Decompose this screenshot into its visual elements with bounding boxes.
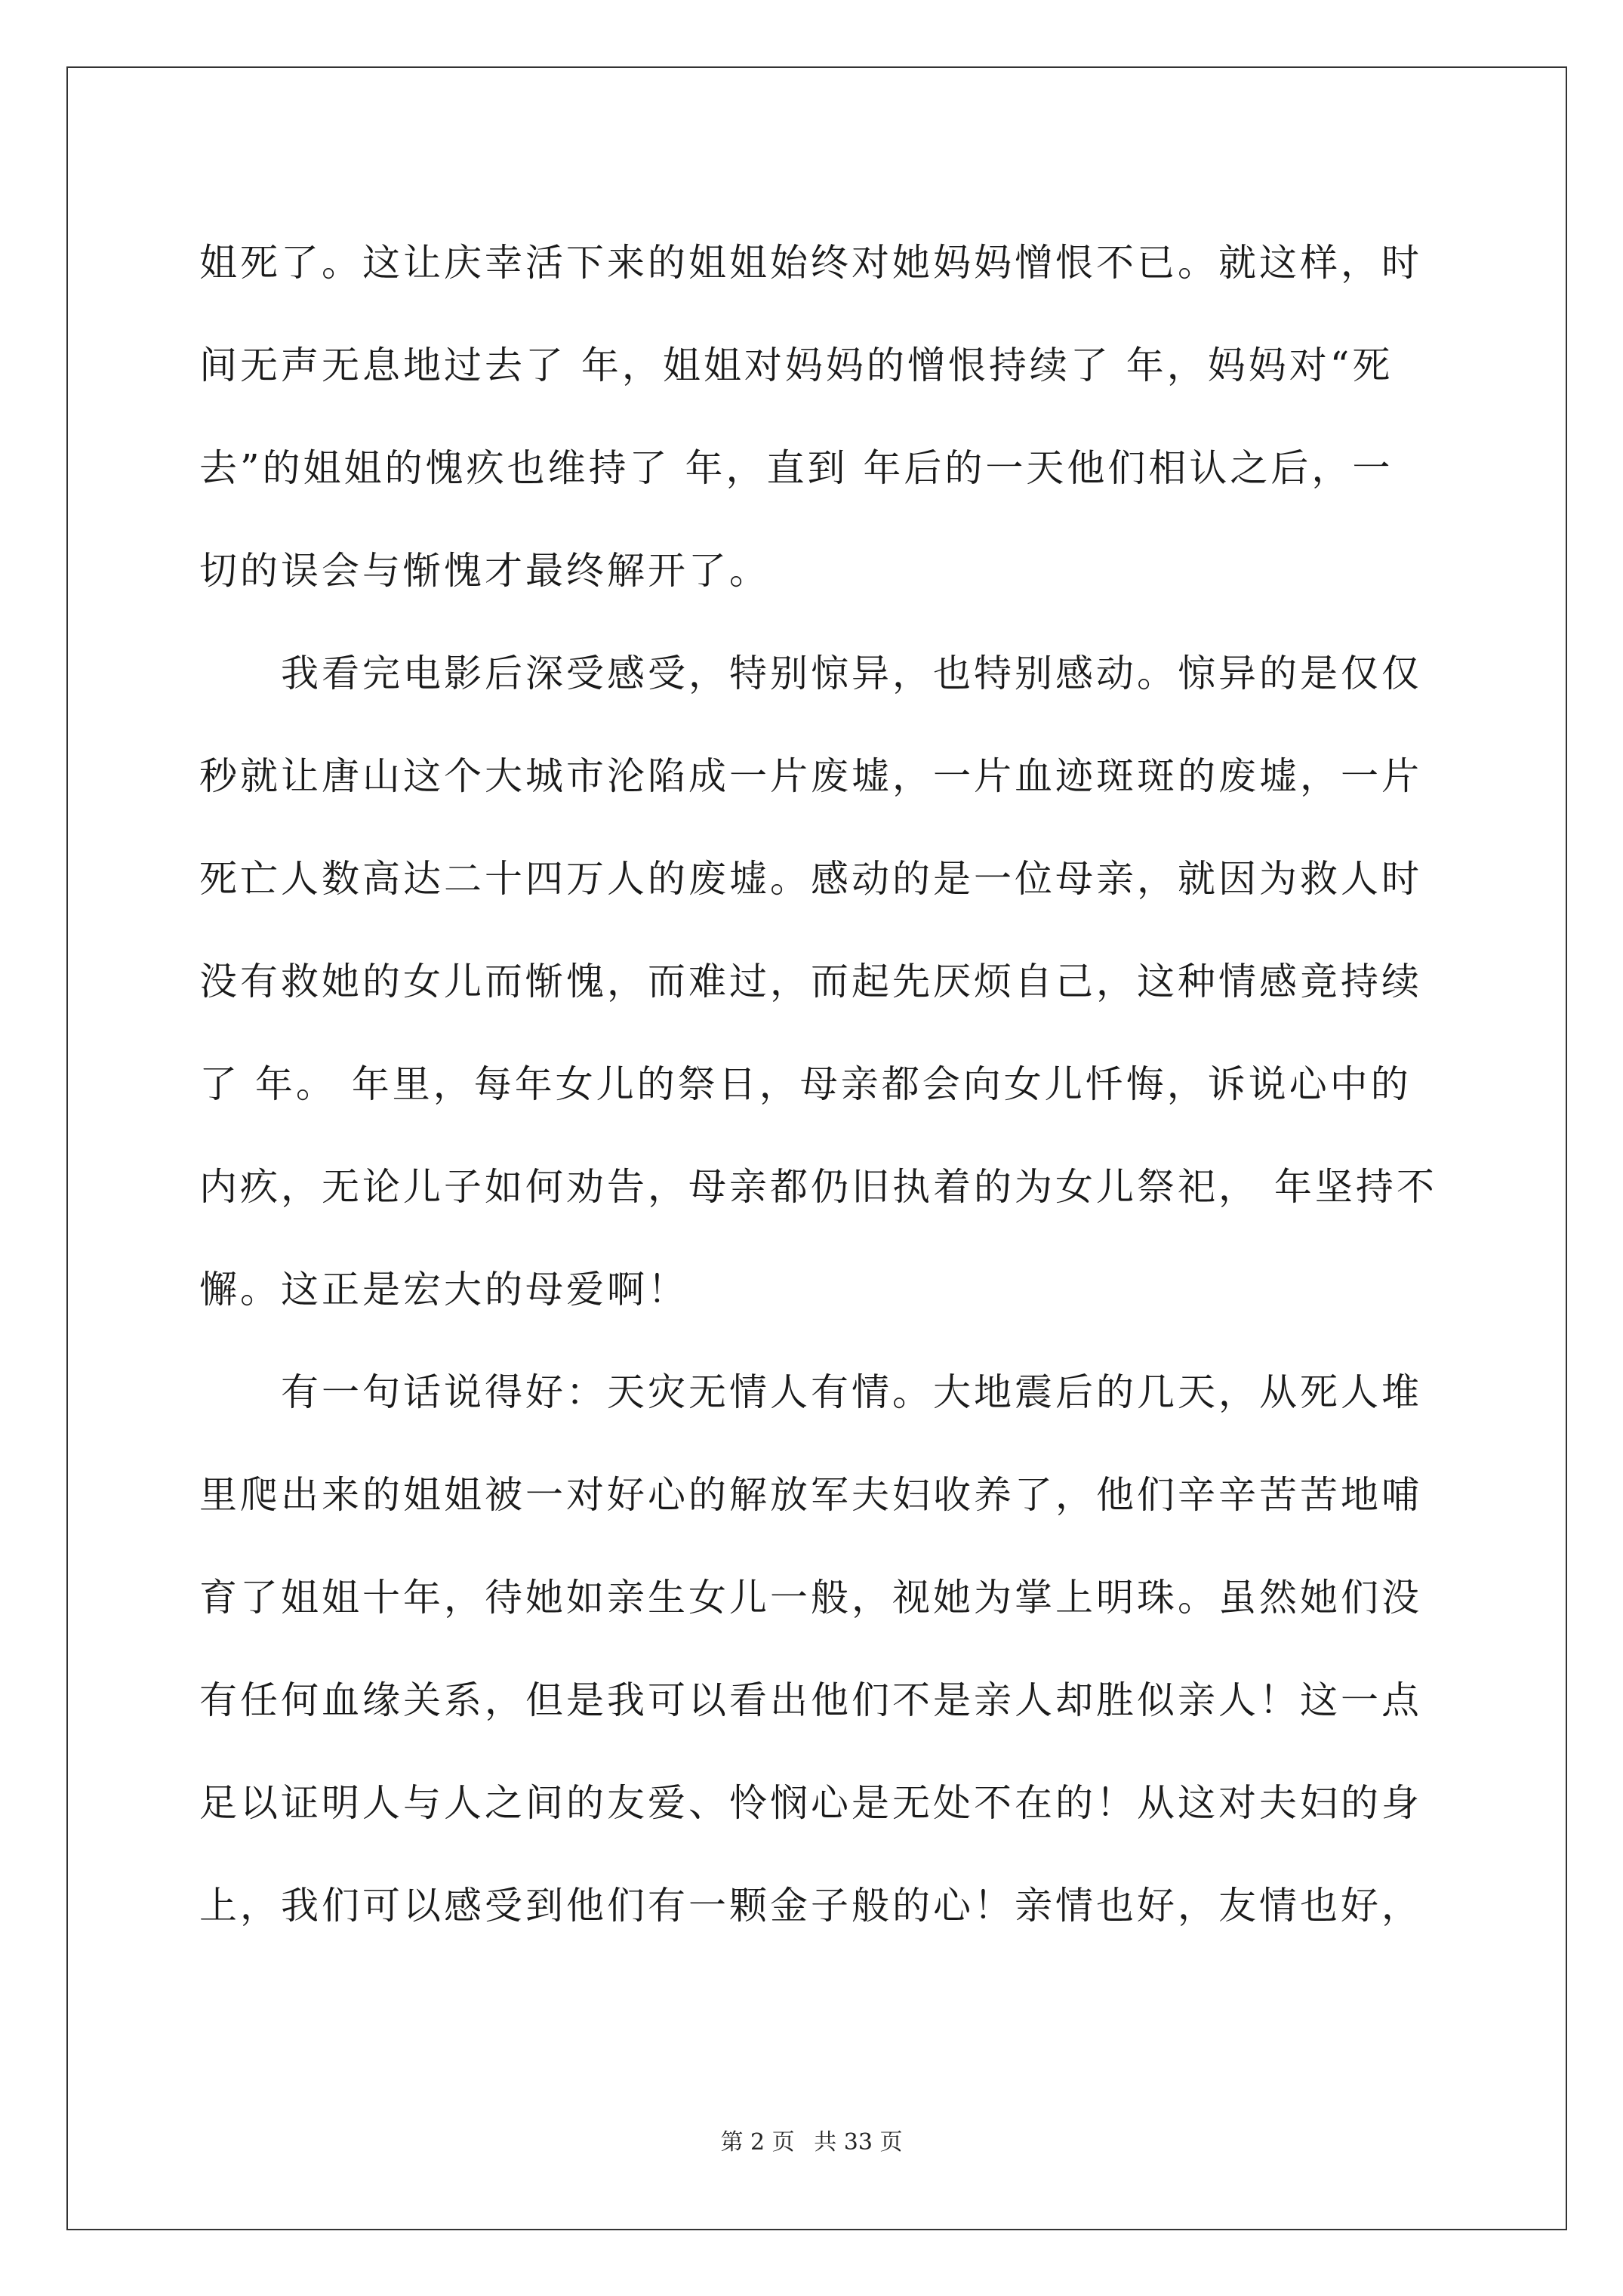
text-line: 切的误会与惭愧才最终解开了。 bbox=[199, 549, 770, 593]
text-line: 了 年。 年里，每年女儿的祭日，母亲都会向女儿忏悔，诉说心中的 bbox=[199, 1062, 1412, 1106]
text-line: 上，我们可以感受到他们有一颗金子般的心！亲情也好，友情也好， bbox=[199, 1884, 1422, 1928]
document-body bbox=[199, 211, 1437, 1957]
page-total: 共 33 页 bbox=[814, 2129, 903, 2156]
text-line: 没有救她的女儿而惭愧，而难过，而起先厌烦自己，这种情感竟持续 bbox=[199, 960, 1422, 1003]
text-line: 间无声无息地过去了 年，姐姐对妈妈的憎恨持续了 年，妈妈对“死 bbox=[199, 344, 1394, 387]
text-line: 有一句话说得好：天灾无情人有情。大地震后的几天，从死人堆 bbox=[199, 1370, 1422, 1414]
text-line: 姐死了。这让庆幸活下来的姐姐始终对她妈妈憎恨不已。就这样，时 bbox=[199, 241, 1422, 285]
text-line: 足以证明人与人之间的友爱、怜悯心是无处不在的！从这对夫妇的身 bbox=[199, 1781, 1422, 1825]
text-line: 我看完电影后深受感受，特别惊异，也特别感动。惊异的是仅仅 bbox=[199, 652, 1422, 695]
text-line: 懈。这正是宏大的母爱啊！ bbox=[199, 1268, 688, 1311]
text-line: 育了姐姐十年，待她如亲生女儿一般，视她为掌上明珠。虽然她们没 bbox=[199, 1576, 1422, 1620]
text-line: 里爬出来的姐姐被一对好心的解放军夫妇收养了，他们辛辛苦苦地哺 bbox=[199, 1473, 1422, 1517]
text-line: 有任何血缘关系，但是我可以看出他们不是亲人却胜似亲人！这一点 bbox=[199, 1678, 1422, 1722]
text-line: 内疚，无论儿子如何劝告，母亲都仍旧执着的为女儿祭祀， 年坚持不 bbox=[199, 1165, 1437, 1209]
text-line: 秒就让唐山这个大城市沦陷成一片废墟，一片血迹斑斑的废墟，一片 bbox=[199, 754, 1422, 798]
text-line: 死亡人数高达二十四万人的废墟。感动的是一位母亲，就因为救人时 bbox=[199, 857, 1422, 901]
page-number: 第 2 页 bbox=[720, 2129, 795, 2156]
page-footer bbox=[0, 2123, 1623, 2156]
text-line: 去”的姐姐的愧疚也维持了 年，直到 年后的一天他们相认之后，一 bbox=[199, 446, 1394, 490]
